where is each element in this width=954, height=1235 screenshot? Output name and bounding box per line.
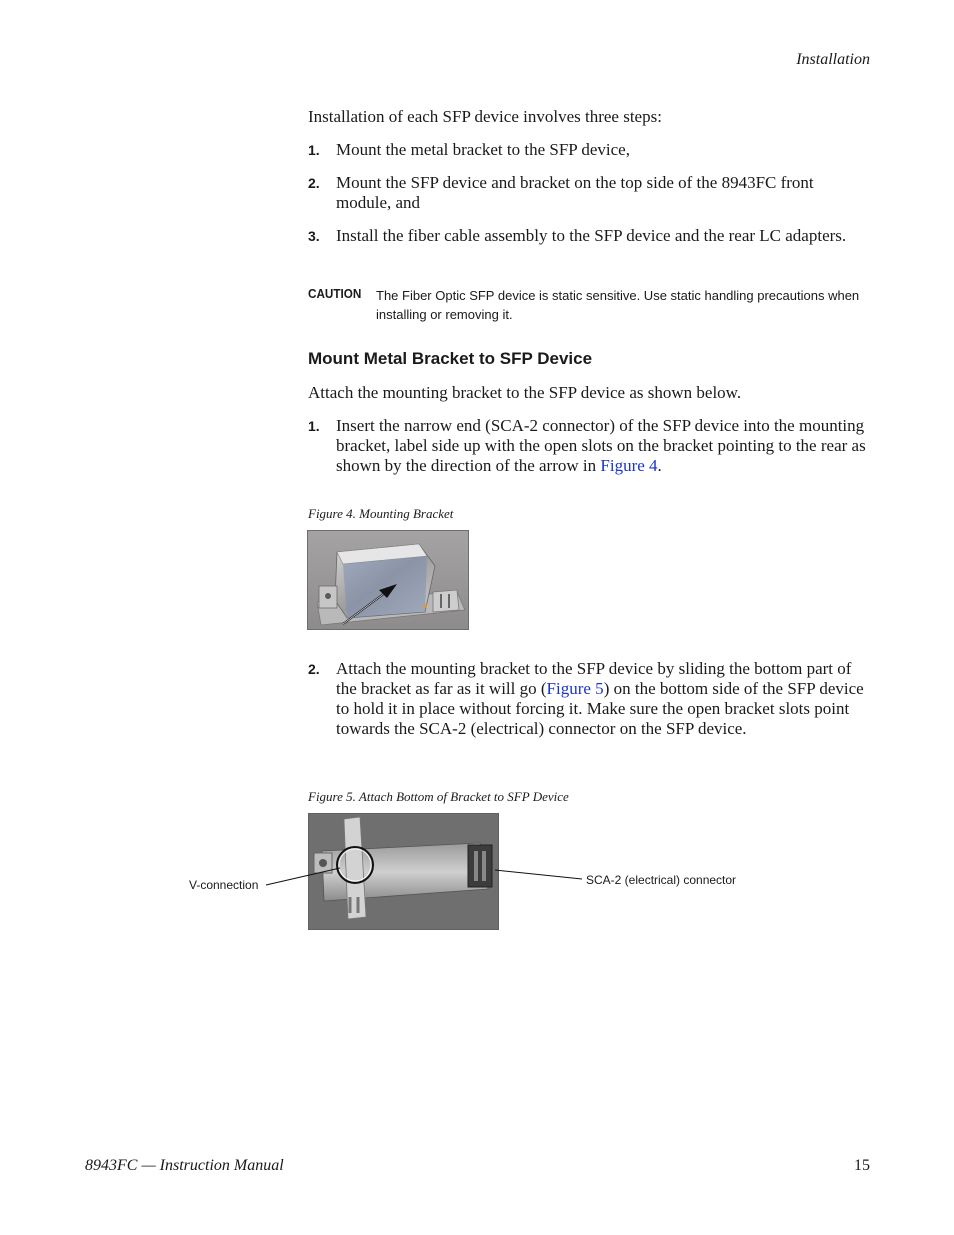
section-heading: Mount Metal Bracket to SFP Device	[308, 349, 593, 368]
figure-5-link[interactable]: Figure 5	[546, 679, 604, 698]
step-text: Mount the SFP device and bracket on the top side of the 8943FC front module, and	[336, 173, 814, 212]
step-text-part: ) on the bottom side of the SFP device to hold it in place without forcing it. Make sure the open bracket slots point towards the SCA-2 (electrical) connector on the SFP device.	[336, 679, 864, 738]
footer-page-number: 15	[854, 1157, 870, 1174]
callout-v-connection: V-connection	[189, 878, 259, 892]
caution-text: The Fiber Optic SFP device is static sensitive. Use static handling precautions when installing or removing it.	[376, 288, 860, 322]
step-number: 1.	[308, 418, 320, 434]
caution-label: CAUTION	[308, 286, 362, 301]
callout-line-right	[495, 870, 582, 879]
running-header: Installation	[796, 51, 870, 68]
callout-sca2-connector: SCA-2 (electrical) connector	[586, 873, 737, 887]
step-number: 3.	[308, 228, 320, 244]
attach-intro-text: Attach the mounting bracket to the SFP device as shown below.	[308, 383, 742, 402]
step-text-part: .	[657, 456, 662, 475]
step-number: 1.	[308, 142, 320, 158]
step-text: Mount the metal bracket to the SFP device,	[336, 140, 630, 159]
figure-4-caption: Figure 4. Mounting Bracket	[308, 506, 454, 521]
footer-manual-title: 8943FC — Instruction Manual	[85, 1157, 284, 1174]
step-text-part: Attach the mounting bracket to the SFP device by sliding the bottom part of the bracket as far as it will go (	[336, 659, 852, 698]
step-text-part: Insert the narrow end (SCA-2 connector) of the SFP device into the mounting bracket, label side up with the open slots on the bracket pointing to the rear as shown by the direction of the arrow in	[336, 416, 866, 475]
step-number: 2.	[308, 661, 320, 677]
step-text: Install the fiber cable assembly to the SFP device and the rear LC adapters.	[336, 226, 847, 245]
callout-line-left	[266, 868, 340, 885]
figure-5-caption: Figure 5. Attach Bottom of Bracket to SFP Device	[308, 789, 569, 804]
intro-text: Installation of each SFP device involves three steps:	[308, 107, 662, 126]
figure-4-link[interactable]: Figure 4	[600, 456, 658, 475]
step-number: 2.	[308, 175, 320, 191]
